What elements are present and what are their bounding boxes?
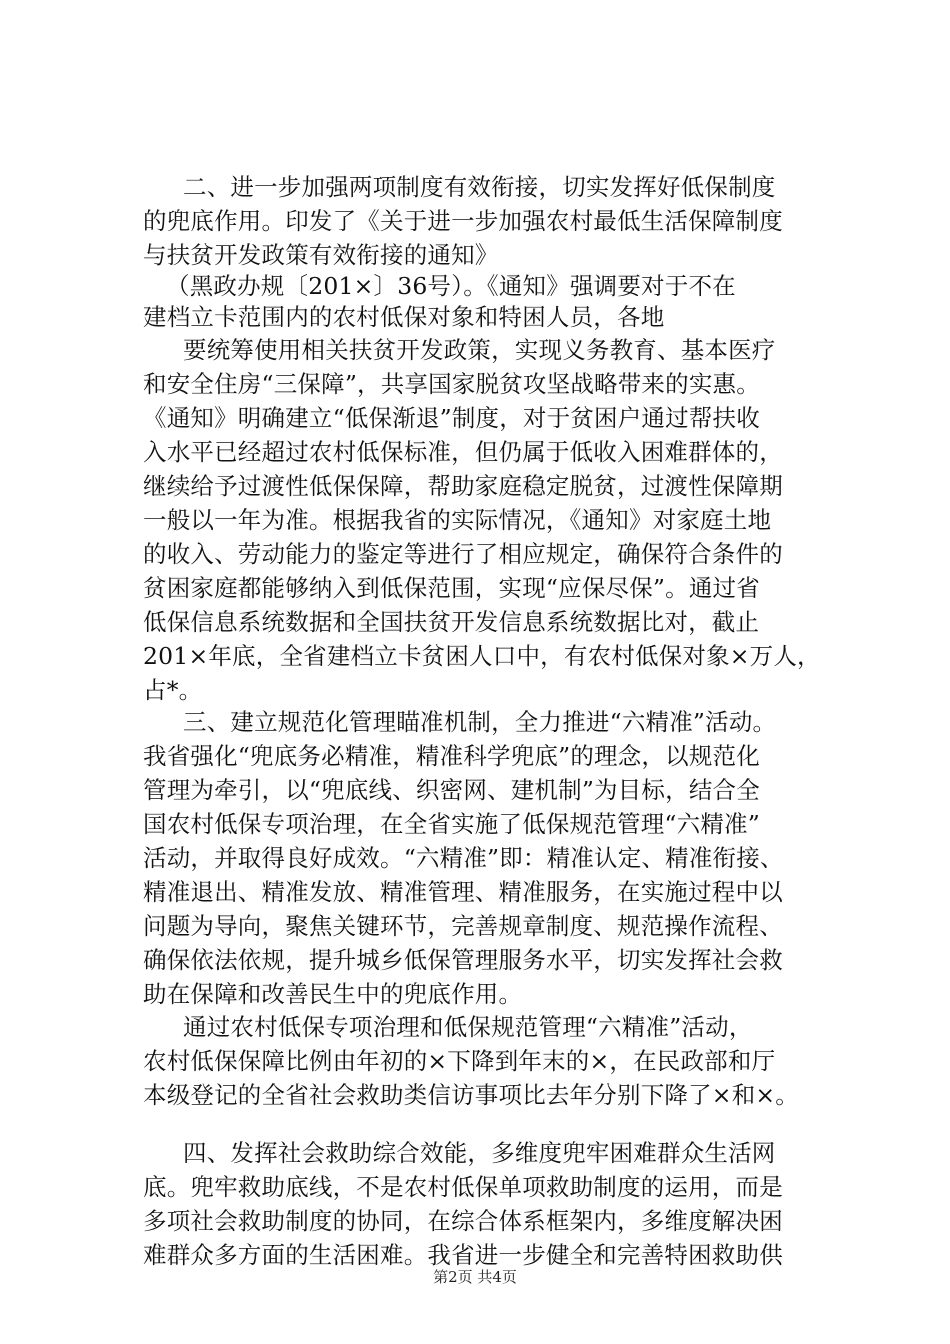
paragraph-line: 三、建立规范化管理瞄准机制，全力推进“六精准”活动。 (183, 708, 777, 736)
paragraph-line: 要统筹使用相关扶贫开发政策，实现义务教育、基本医疗 (183, 336, 776, 364)
paragraph-line: 的兜底作用。印发了《关于进一步加强农村最低生活保障制度 (143, 207, 783, 235)
paragraph-line: 农村低保保障比例由年初的×下降到年末的×，在民政部和厅 (143, 1047, 776, 1075)
paragraph-line: 入水平已经超过农村低保标准，但仍属于低收入困难群体的， (143, 438, 783, 466)
page-footer: 第2页 共4页 (433, 1268, 517, 1286)
paragraph-line: 一般以一年为准。根据我省的实际情况，《通知》对家庭土地 (143, 506, 772, 534)
paragraph-line: 我省强化“兜底务必精准，精准科学兜底”的理念，以规范化 (143, 742, 760, 770)
paragraph-line: 精准退出、精准发放、精准管理、精准服务，在实施过程中以 (143, 878, 783, 906)
paragraph-line: 问题为导向，聚焦关键环节，完善规章制度、规范操作流程、 (143, 912, 783, 940)
paragraph-line: 与扶贫开发政策有效衔接的通知》 (143, 241, 499, 269)
paragraph-line: 低保信息系统数据和全国扶贫开发信息系统数据比对，截止 (143, 608, 760, 636)
paragraph-line: （黑政办规〔201×〕36号）。《通知》强调要对于不在 (166, 272, 736, 300)
paragraph-line: 201×年底，全省建档立卡贫困人口中，有农村低保对象×万人， (143, 642, 821, 670)
paragraph-line: 本级登记的全省社会救助类信访事项比去年分别下降了×和×。 (143, 1081, 799, 1109)
paragraph-line: 底。兜牢救助底线，不是农村低保单项救助制度的运用，而是 (143, 1173, 783, 1201)
paragraph-line: 四、发挥社会救助综合效能，多维度兜牢困难群众生活网 (183, 1139, 776, 1167)
paragraph-line: 的收入、劳动能力的鉴定等进行了相应规定，确保符合条件的 (143, 540, 783, 568)
paragraph-line: 贫困家庭都能够纳入到低保范围，实现“应保尽保”。通过省 (143, 574, 760, 602)
paragraph-line: 通过农村低保专项治理和低保规范管理“六精准”活动， (183, 1013, 753, 1041)
paragraph-line: 国农村低保专项治理，在全省实施了低保规范管理“六精准” (143, 810, 760, 838)
paragraph-line: 活动，并取得良好成效。“六精准”即：精准认定、精准衔接、 (143, 844, 784, 872)
paragraph-line: 占*。 (143, 676, 203, 704)
paragraph-line: 二、进一步加强两项制度有效衔接，切实发挥好低保制度 (183, 173, 776, 201)
paragraph-line: 难群众多方面的生活困难。我省进一步健全和完善特困救助供 (143, 1241, 783, 1269)
paragraph-line: 多项社会救助制度的协同，在综合体系框架内，多维度解决困 (143, 1207, 783, 1235)
paragraph-line: 和安全住房“三保障”，共享国家脱贫攻坚战略带来的实惠。 (143, 370, 760, 398)
paragraph-line: 《通知》明确建立“低保渐退”制度，对于贫困户通过帮扶收 (143, 404, 760, 432)
paragraph-line: 确保依法依规，提升城乡低保管理服务水平，切实发挥社会救 (143, 946, 783, 974)
paragraph-line: 管理为牵引，以“兜底线、织密网、建机制”为目标，结合全 (143, 776, 760, 804)
paragraph-line: 继续给予过渡性低保保障，帮助家庭稳定脱贫，过渡性保障期 (143, 472, 783, 500)
paragraph-line: 建档立卡范围内的农村低保对象和特困人员，各地 (143, 303, 665, 331)
paragraph-line: 助在保障和改善民生中的兜底作用。 (143, 980, 523, 1008)
